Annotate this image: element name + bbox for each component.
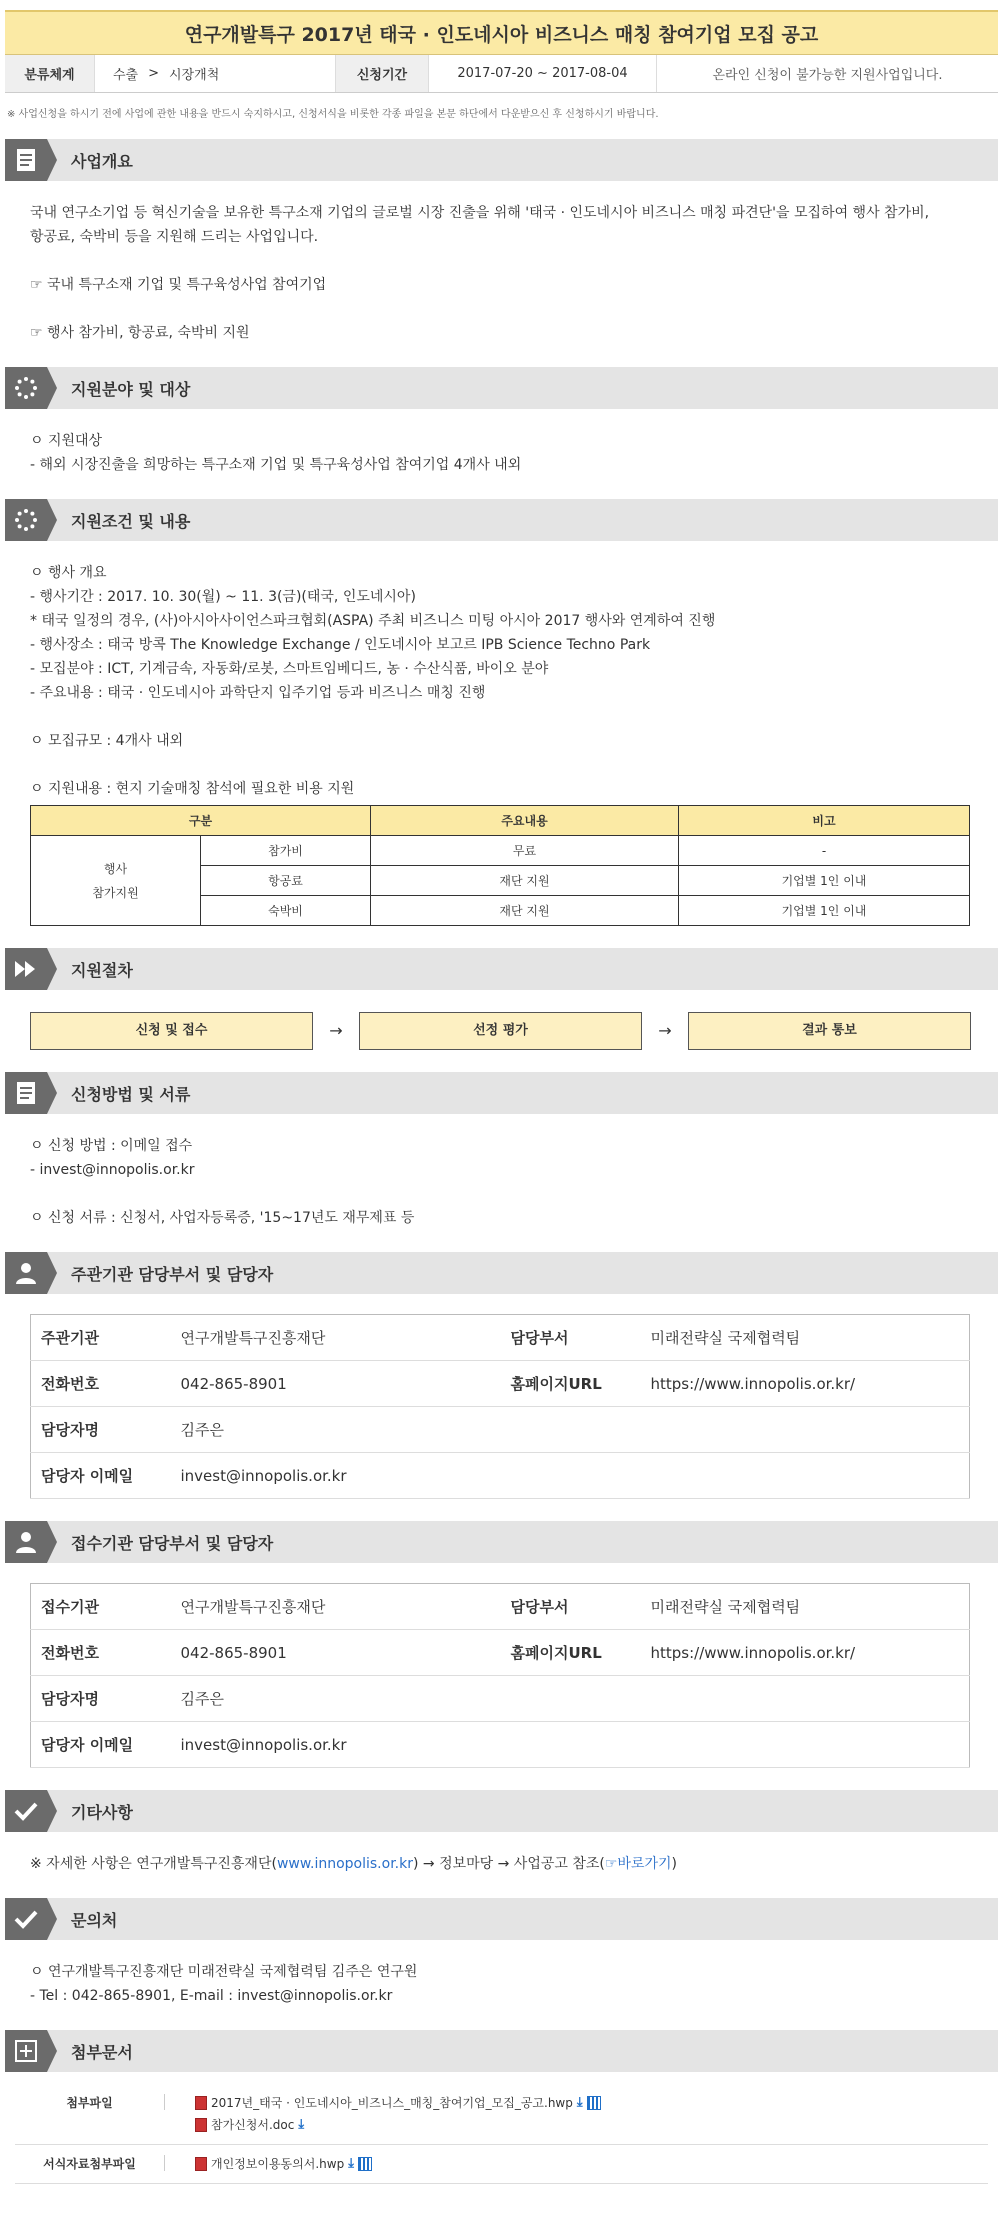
- receiver-url: https://www.innopolis.or.kr/: [641, 1630, 970, 1676]
- table-row: [31, 1676, 970, 1722]
- procedure-step-evaluation: 선정 평가: [359, 1012, 642, 1050]
- table-row: [31, 1584, 970, 1630]
- overview-support: ☞ 행사 참가비, 항공료, 숙박비 지원: [30, 325, 250, 341]
- organizer-phone: 042-865-8901: [171, 1361, 501, 1407]
- table-row: [31, 1361, 970, 1407]
- inquiry-line-2: - Tel : 042-865-8901, E-mail : invest@innopolis.or.kr: [30, 1988, 393, 2004]
- title-bar: [5, 10, 998, 55]
- attachment-file-name[interactable]: 참가신청서.doc: [211, 2118, 295, 2132]
- etc-middle: ) → 정보마당 → 사업공고 참조(: [412, 1856, 605, 1872]
- organizer-org: 연구개발특구진흥재단: [171, 1315, 501, 1361]
- attachment-file-name[interactable]: 2017년_태국 · 인도네시아_비즈니스_매칭_참여기업_모집_공고.hwp: [211, 2096, 573, 2110]
- section-title-target: 지원분야 및 대상: [71, 379, 191, 399]
- section-header-receiver: [5, 1521, 998, 1563]
- check-icon: [5, 1898, 47, 1940]
- support-table-header-note: 비고: [679, 806, 970, 836]
- support-note: -: [679, 836, 970, 866]
- section-body-inquiry: [5, 1940, 998, 2008]
- support-item: 참가비: [201, 836, 371, 866]
- section-title-attachments: 첨부문서: [71, 2042, 133, 2062]
- section-title-overview: 사업개요: [71, 151, 133, 171]
- person-icon: [5, 1521, 47, 1563]
- dots-circle-icon: [5, 499, 47, 541]
- apply-line-2: - invest@innopolis.or.kr: [30, 1162, 195, 1178]
- conditions-line-4: - 행사장소 : 태국 방콕 The Knowledge Exchange / 인도네시아 보고르 IPB Science Techno Park: [30, 637, 651, 653]
- support-note: 기업별 1인 이내: [679, 896, 970, 926]
- support-table-header-content: 주요내용: [371, 806, 679, 836]
- procedure-steps: [30, 1012, 973, 1050]
- table-row: [31, 1407, 970, 1453]
- section-header-conditions: [5, 499, 998, 541]
- category-1: 수출: [113, 68, 139, 83]
- overview-text-1b: 항공료, 숙박비 등을 지원해 드리는 사업입니다.: [30, 229, 319, 245]
- page: [0, 10, 1003, 2184]
- receiver-dept-label: 담당부서: [501, 1584, 641, 1630]
- person-icon: [5, 1252, 47, 1294]
- attachment-file-name[interactable]: 개인정보이용동의서.hwp: [211, 2157, 345, 2171]
- page-title: 연구개발특구 2017년 태국 · 인도네시아 비즈니스 매칭 참여기업 모집 공고: [184, 23, 819, 46]
- section-body-conditions: [5, 541, 998, 926]
- table-row: [31, 836, 970, 866]
- doc-file-icon: [195, 2118, 207, 2132]
- plus-box-icon: [5, 2030, 47, 2072]
- apply-line-3: ㅇ 신청 서류 : 신청서, 사업자등록증, '15~17년도 재무제표 등: [30, 1210, 415, 1226]
- organizer-person: 김주은: [171, 1407, 970, 1453]
- attachment-file[interactable]: [195, 2114, 601, 2136]
- section-title-apply: 신청방법 및 서류: [71, 1084, 191, 1104]
- receiver-table: [30, 1583, 970, 1768]
- organizer-email: invest@innopolis.or.kr: [171, 1453, 970, 1499]
- table-row: [31, 1453, 970, 1499]
- support-note: 기업별 1인 이내: [679, 866, 970, 896]
- section-title-inquiry: 문의처: [71, 1910, 118, 1930]
- dots-circle-icon: [5, 367, 47, 409]
- category-value: [95, 55, 335, 92]
- support-table-header-category: 구분: [31, 806, 371, 836]
- section-header-organizer: [5, 1252, 998, 1294]
- support-group-line-2: 참가지원: [92, 885, 139, 900]
- attachment-file[interactable]: [195, 2092, 601, 2114]
- receiver-email-label: 담당자 이메일: [31, 1722, 171, 1768]
- category-2: 시장개척: [169, 68, 220, 83]
- section-body-attachments: [5, 2072, 998, 2184]
- conditions-line-7: ㅇ 모집규모 : 4개사 내외: [30, 733, 184, 749]
- organizer-phone-label: 전화번호: [31, 1361, 171, 1407]
- table-row: [31, 1630, 970, 1676]
- support-group-cell: [31, 836, 201, 926]
- organizer-url: https://www.innopolis.or.kr/: [641, 1361, 970, 1407]
- online-note: 온라인 신청이 불가능한 지원사업입니다.: [712, 68, 943, 83]
- apply-line-1: ㅇ 신청 방법 : 이메일 접수: [30, 1138, 193, 1154]
- section-body-receiver: [5, 1563, 998, 1768]
- attachment-files-label: 첨부파일: [15, 2094, 165, 2110]
- section-header-target: [5, 367, 998, 409]
- preview-icon[interactable]: [358, 2157, 372, 2171]
- organizer-table: [30, 1314, 970, 1499]
- support-content: 무료: [371, 836, 679, 866]
- innopolis-link[interactable]: www.innopolis.or.kr: [276, 1856, 413, 1872]
- conditions-line-5: - 모집분야 : ICT, 기계금속, 자동화/로봇, 스마트임베디드, 농 · 수산식품, 바이오 분야: [30, 661, 549, 677]
- receiver-person-label: 담당자명: [31, 1676, 171, 1722]
- support-group-line-1: 행사: [103, 861, 128, 876]
- fast-forward-icon: [5, 948, 47, 990]
- organizer-url-label: 홈페이지URL: [501, 1361, 641, 1407]
- overview-text-1: 국내 연구소기업 등 혁신기술을 보유한 특구소재 기업의 글로벌 시장 진출을 위해 '태국 · 인도네시아 비즈니스 매칭 파견단'을 모집하여 행사 참가비,: [30, 205, 930, 221]
- conditions-line-1: ㅇ 행사 개요: [30, 565, 107, 581]
- period-value: 2017-07-20 ~ 2017-08-04: [429, 55, 657, 92]
- support-content: 재단 지원: [371, 866, 679, 896]
- arrow-icon: →: [329, 1021, 343, 1040]
- support-item: 숙박비: [201, 896, 371, 926]
- receiver-email: invest@innopolis.or.kr: [171, 1722, 970, 1768]
- category-label: 분류체계: [5, 55, 95, 92]
- document-icon: [5, 1072, 47, 1114]
- form-files: [165, 2153, 372, 2175]
- conditions-line-6: - 주요내용 : 태국 · 인도네시아 과학단지 입주기업 등과 비즈니스 매칭 진행: [30, 685, 486, 701]
- receiver-org: 연구개발특구진흥재단: [171, 1584, 501, 1630]
- receiver-person: 김주은: [171, 1676, 970, 1722]
- attachment-file[interactable]: [195, 2153, 372, 2175]
- section-body-etc: [5, 1832, 998, 1876]
- section-title-procedure: 지원절차: [71, 960, 133, 980]
- section-header-inquiry: [5, 1898, 998, 1940]
- info-row: [5, 55, 998, 93]
- form-files-label: 서식자료첨부파일: [15, 2155, 165, 2171]
- organizer-dept: 미래전략실 국제협력팀: [641, 1315, 970, 1361]
- section-header-overview: [5, 139, 998, 181]
- section-title-conditions: 지원조건 및 내용: [71, 511, 191, 531]
- organizer-person-label: 담당자명: [31, 1407, 171, 1453]
- table-row: [31, 1722, 970, 1768]
- shortcut-link[interactable]: ☞바로가기: [604, 1856, 672, 1872]
- hwp-file-icon: [195, 2157, 207, 2171]
- organizer-org-label: 주관기관: [31, 1315, 171, 1361]
- target-line-2: - 해외 시장진출을 희망하는 특구소재 기업 및 특구육성사업 참여기업 4개사 내외: [30, 457, 522, 473]
- preview-icon[interactable]: [587, 2096, 601, 2110]
- download-icon[interactable]: ⤓: [576, 2095, 583, 2110]
- section-header-apply: [5, 1072, 998, 1114]
- section-header-procedure: [5, 948, 998, 990]
- procedure-step-result: 결과 통보: [688, 1012, 971, 1050]
- conditions-line-8: ㅇ 지원내용 : 현지 기술매칭 참석에 필요한 비용 지원: [30, 781, 355, 797]
- arrow-icon: →: [658, 1021, 672, 1040]
- target-line-1: ㅇ 지원대상: [30, 433, 103, 449]
- procedure-step-apply: 신청 및 접수: [30, 1012, 313, 1050]
- support-content: 재단 지원: [371, 896, 679, 926]
- download-icon[interactable]: ⤓: [348, 2156, 354, 2171]
- section-header-etc: [5, 1790, 998, 1832]
- receiver-url-label: 홈페이지URL: [501, 1630, 641, 1676]
- section-title-organizer: 주관기관 담당부서 및 담당자: [71, 1264, 274, 1284]
- download-icon[interactable]: ⤓: [298, 2117, 305, 2132]
- etc-line: [30, 1852, 973, 1876]
- hwp-file-icon: [195, 2096, 207, 2110]
- document-icon: [5, 139, 47, 181]
- etc-suffix: ): [671, 1856, 677, 1872]
- support-item: 항공료: [201, 866, 371, 896]
- attachment-files: [165, 2092, 601, 2136]
- period-label: 신청기간: [335, 55, 429, 92]
- conditions-line-3: * 태국 일정의 경우, (사)아시아사이언스파크협회(ASPA) 주최 비즈니스 미팅 아시아 2017 행사와 연계하여 진행: [30, 613, 716, 629]
- section-body-overview: [5, 181, 998, 345]
- section-body-procedure: [5, 990, 998, 1050]
- conditions-line-2: - 행사기간 : 2017. 10. 30(월) ~ 11. 3(금)(태국, 인도네시아): [30, 589, 416, 605]
- overview-target: ☞ 국내 특구소재 기업 및 특구육성사업 참여기업: [30, 277, 327, 293]
- notice: ※ 사업신청을 하시기 전에 사업에 관한 내용을 반드시 숙지하시고, 신청서식을 비롯한 각종 파일을 본문 하단에서 다운받으신 후 신청하시기 바랍니다.: [7, 109, 659, 120]
- organizer-dept-label: 담당부서: [501, 1315, 641, 1361]
- etc-prefix: ※ 자세한 사항은 연구개발특구진흥재단(: [30, 1856, 277, 1872]
- attachment-row: [15, 2145, 988, 2183]
- section-body-apply: [5, 1114, 998, 1230]
- receiver-phone-label: 전화번호: [31, 1630, 171, 1676]
- section-body-target: [5, 409, 998, 477]
- organizer-email-label: 담당자 이메일: [31, 1453, 171, 1499]
- category-separator: >: [148, 66, 160, 81]
- section-body-organizer: [5, 1294, 998, 1499]
- attachment-row: [15, 2084, 988, 2144]
- table-row: [31, 1315, 970, 1361]
- receiver-org-label: 접수기관: [31, 1584, 171, 1630]
- receiver-dept: 미래전략실 국제협력팀: [641, 1584, 970, 1630]
- support-table: [30, 805, 970, 926]
- receiver-phone: 042-865-8901: [171, 1630, 501, 1676]
- section-header-attachments: [5, 2030, 998, 2072]
- section-title-receiver: 접수기관 담당부서 및 담당자: [71, 1533, 274, 1553]
- inquiry-line-1: ㅇ 연구개발특구진흥재단 미래전략실 국제협력팀 김주은 연구원: [30, 1964, 418, 1980]
- section-title-etc: 기타사항: [71, 1802, 133, 1822]
- check-icon: [5, 1790, 47, 1832]
